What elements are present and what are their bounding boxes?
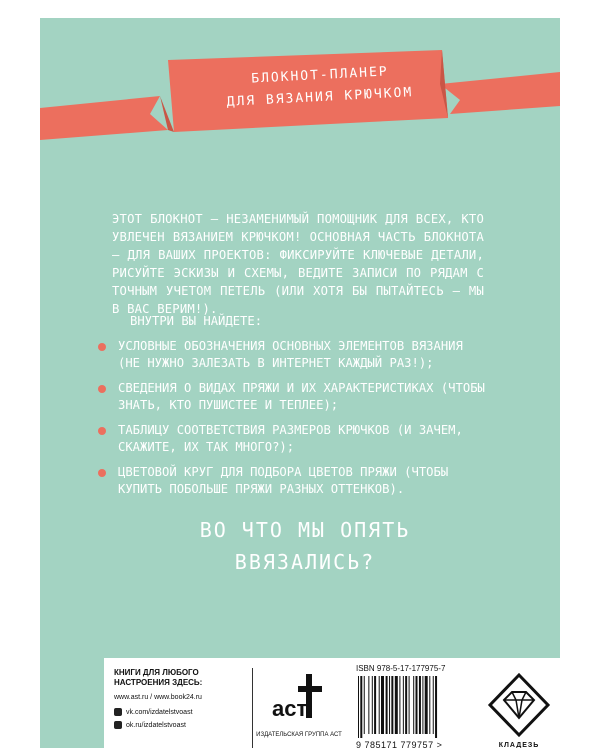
list-item-text: УСЛОВНЫЕ ОБОЗНАЧЕНИЯ ОСНОВНЫХ ЭЛЕМЕНТОВ ВЯЗАНИЯ (НЕ НУЖНО ЗАЛЕЗАТЬ В ИНТЕРНЕТ КАЖДЫЙ РАЗ!); — [118, 339, 463, 370]
list-item — [98, 380, 490, 414]
ast-logo-icon — [268, 670, 328, 740]
imprint-name: КЛАДЕЗЬ — [498, 742, 540, 748]
barcode-icon — [356, 676, 476, 740]
barcode-bar — [389, 676, 390, 734]
bullet-dot-icon — [98, 385, 106, 393]
list-item-text: СВЕДЕНИЯ О ВИДАХ ПРЯЖИ И ИХ ХАРАКТЕРИСТИКАХ (ЧТОБЫ ЗНАТЬ, КТО ПУШИСТЕЕ И ТЕПЛЕЕ); — [118, 381, 485, 412]
list-item-text: ТАБЛИЦУ СООТВЕТСТВИЯ РАЗМЕРОВ КРЮЧКОВ (И ЗАЧЕМ, СКАЖИТЕ, ИХ ТАК МНОГО?); — [118, 423, 463, 454]
list-item — [98, 464, 490, 498]
divider — [252, 668, 253, 748]
list-item — [98, 422, 490, 456]
promo-title: КНИГИ ДЛЯ ЛЮБОГО НАСТРОЕНИЯ ЗДЕСЬ: — [114, 668, 203, 687]
barcode-bar — [429, 676, 430, 734]
barcode-bar — [422, 676, 423, 734]
ribbon-right-tail — [440, 72, 560, 114]
isbn-text: ISBN 978-5-17-177975-7 — [356, 664, 446, 673]
barcode-bar — [433, 676, 434, 734]
social-ok: ok.ru/izdatelstvoast — [114, 721, 186, 729]
list-item-text: ЦВЕТОВОЙ КРУГ ДЛЯ ПОДБОРА ЦВЕТОВ ПРЯЖИ (ЧТОБЫ КУПИТЬ ПОБОЛЬШЕ ПРЯЖИ РАЗНЫХ ОТТЕНКОВ). — [118, 465, 449, 496]
publisher-info-panel — [104, 658, 560, 748]
bullet-dot-icon — [98, 469, 106, 477]
barcode-bar — [386, 676, 388, 734]
list-item — [98, 338, 490, 372]
barcode-bar — [358, 676, 359, 738]
barcode-digits: 9 785171 779757 > — [356, 740, 443, 748]
slogan — [140, 514, 470, 578]
barcode-bar — [405, 676, 407, 734]
barcode-bar — [372, 676, 373, 734]
sites-text: www.ast.ru / www.book24.ru — [114, 694, 202, 701]
barcode-bar — [395, 676, 398, 734]
banner-line-1: БЛОКНОТ-ПЛАНЕР — [250, 64, 390, 87]
barcode-bar — [435, 676, 437, 738]
book-cover — [40, 18, 560, 748]
barcode-bar — [416, 676, 418, 734]
features-list — [98, 338, 490, 506]
banner-line-2: ДЛЯ ВЯЗАНИЯ КРЮЧКОМ — [226, 85, 414, 110]
social-vk: vk.com/izdatelstvoast — [114, 708, 193, 716]
publisher-caption: ИЗДАТЕЛЬСКАЯ ГРУППА АСТ — [256, 732, 342, 738]
intro-paragraph: ЭТОТ БЛОКНОТ — НЕЗАМЕНИМЫЙ ПОМОЩНИК ДЛЯ ВСЕХ, КТО УВЛЕЧЕН ВЯЗАНИЕМ КРЮЧКОМ! ОСНОВНАЯ ЧАСТЬ БЛОКНОТА — ДЛЯ ВАШИХ ПРОЕКТОВ: ФИКСИРУЙТЕ КЛЮЧЕВЫЕ ДЕТАЛИ, РИСУЙТЕ ЭСКИЗЫ И СХЕМЫ, ВЕДИТЕ ЗАПИСИ ПО РЯДАМ С ТОЧНЫМ УЧЕТОМ ПЕТЕЛЬ (ИЛИ ХОТЯ БЫ ПЫТАЙТЕСЬ — МЫ В ВАС ВЕРИМ!). — [112, 212, 484, 316]
svg-text:аст: аст — [272, 696, 308, 721]
bullet-dot-icon — [98, 343, 106, 351]
slogan-line-1: ВО ЧТО МЫ ОПЯТЬ — [199, 518, 411, 542]
barcode-bar — [360, 676, 362, 738]
inside-title: ВНУТРИ ВЫ НАЙДЕТЕ: — [130, 314, 263, 328]
ok-icon — [114, 721, 122, 729]
barcode-bar — [425, 676, 428, 734]
barcode-bar — [403, 676, 404, 734]
barcode-bar — [413, 676, 414, 734]
barcode-bar — [409, 676, 410, 734]
kladez-logo-icon — [486, 672, 552, 738]
vk-icon — [114, 708, 122, 716]
barcode-bar — [381, 676, 384, 734]
barcode-bar — [391, 676, 393, 734]
bullet-dot-icon — [98, 427, 106, 435]
barcode-bar — [419, 676, 421, 734]
slogan-line-2: ВВЯЗАЛИСЬ? — [234, 550, 376, 574]
barcode-bar — [379, 676, 380, 734]
barcode-bar — [374, 676, 376, 734]
barcode-bar — [368, 676, 369, 734]
barcode-bar — [364, 676, 365, 734]
ribbon-left-tail — [40, 96, 168, 140]
barcode-bar — [399, 676, 400, 734]
